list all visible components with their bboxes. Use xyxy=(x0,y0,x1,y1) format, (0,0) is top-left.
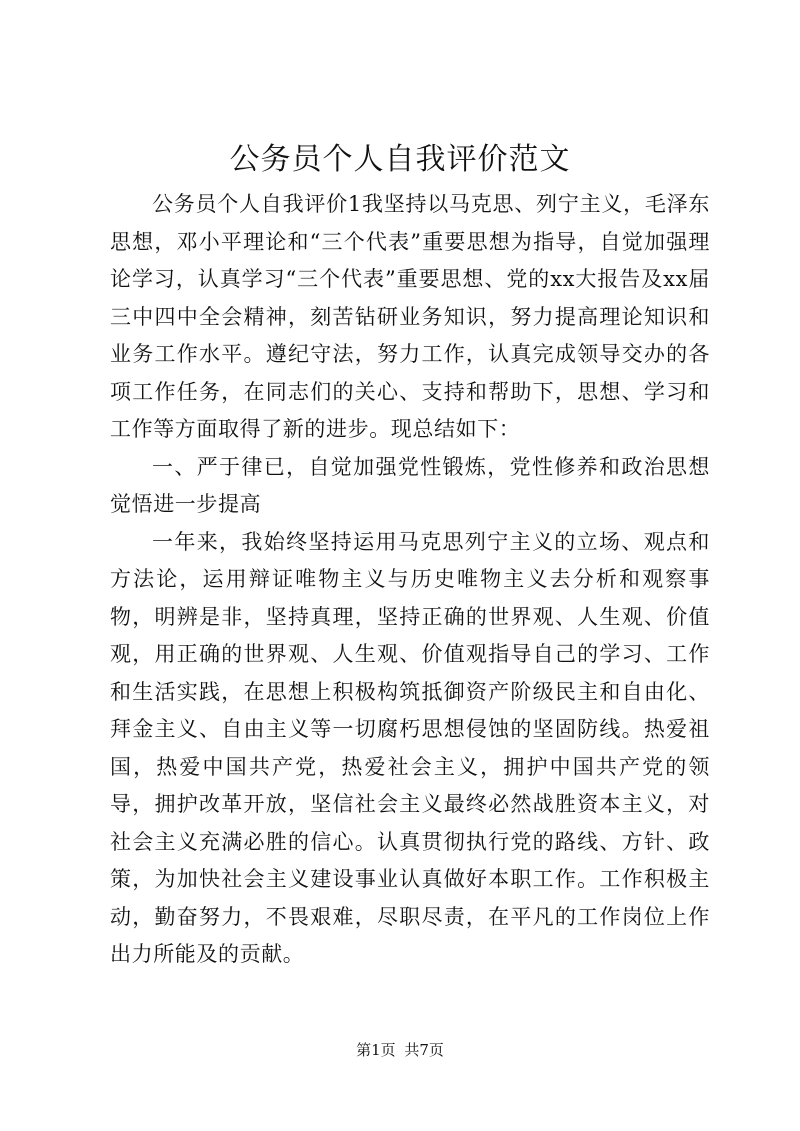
document-body xyxy=(110,186,710,974)
paragraph-section-heading: 一、严于律已，自觉加强党性锻炼，党性修养和政治思想觉悟进一步提高 xyxy=(110,454,710,516)
document-title: 公务员个人自我评价范文 xyxy=(229,142,571,177)
page-number: 第1页 xyxy=(356,1041,396,1059)
page-total: 共7页 xyxy=(404,1041,444,1059)
paragraph-intro: 公务员个人自我评价1我坚持以马克思、列宁主义，毛泽东思想，邓小平理论和“三个代表”重要思想为指导，自觉加强理论学习，认真学习“三个代表”重要思想、党的xx大报告及xx届三中四中全会精神，刻苦钻研业务知识，努力提高理论知识和业务工作水平。遵纪守法，努力工作，认真完成领导交办的各项工作任务，在同志们的关心、支持和帮助下，思想、学习和工作等方面取得了新的进步。现总结如下： xyxy=(110,192,710,441)
page-footer xyxy=(0,1040,800,1060)
paragraph-body: 一年来，我始终坚持运用马克思列宁主义的立场、观点和方法论，运用辩证唯物主义与历史唯物主义去分析和观察事物，明辨是非，坚持真理，坚持正确的世界观、人生观、价值观，用正确的世界观、人生观、价值观指导自己的学习、工作和生活实践，在思想上积极构筑抵御资产阶级民主和自由化、拜金主义、自由主义等一切腐朽思想侵蚀的坚固防线。热爱祖国，热爱中国共产党，热爱社会主义，拥护中国共产党的领导，拥护改革开放，坚信社会主义最终必然战胜资本主义，对社会主义充满必胜的信心。认真贯彻执行党的路线、方针、政策，为加快社会主义建设事业认真做好本职工作。工作积极主动，勤奋努力，不畏艰难，尽职尽责，在平凡的工作岗位上作出力所能及的贡献。 xyxy=(110,529,710,966)
